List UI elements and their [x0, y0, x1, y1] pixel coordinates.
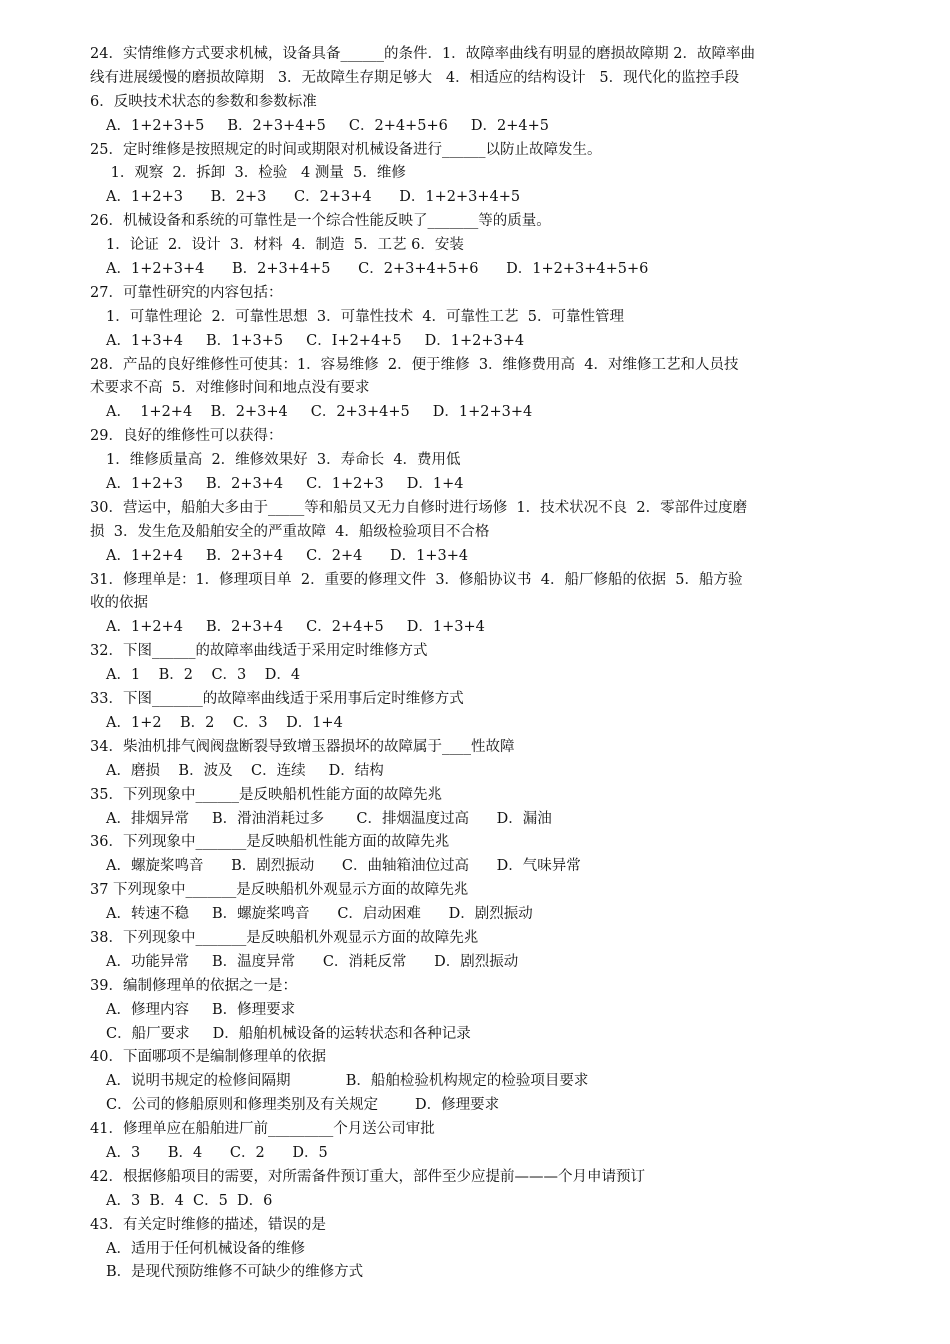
question-text-line: 37 下列现象中_______是反映船机外观显示方面的故障先兆 [90, 882, 469, 899]
question-text-line: 30．营运中，船舶大多由于_____等和船员又无力自修时进行场修 1．技术状况不良 2．零部件过度磨 [90, 499, 748, 516]
answer-options-line: A．3 B．4 C．5 D．6 [106, 1192, 273, 1209]
answer-options-line: A． 1+2+4 B．2+3+4 C．2+3+4+5 D．1+2+3+4 [106, 404, 533, 421]
answer-options-line: A．1+2+4 B．2+3+4 C．2+4+5 D．1+3+4 [106, 619, 485, 636]
question-text-line: 收的依据 [90, 595, 148, 612]
question-text-line: 31．修理单是：1．修理项目单 2．重要的修理文件 3．修船协议书 4．船厂修船的依据 5．船方验 [90, 571, 743, 588]
answer-options-line: A．1+3+4 B．1+3+5 C．I+2+4+5 D．1+2+3+4 [106, 332, 525, 349]
answer-options-line: A．转速不稳 B．螺旋桨鸣音 C．启动困难 D．剧烈振动 [106, 906, 533, 923]
question-text-line: 6．反映技术状态的参数和参数标准 [90, 93, 317, 110]
question-text-line: 损 3．发生危及船舶安全的严重故障 4．船级检验项目不合格 [90, 523, 490, 540]
answer-options-line: A．1+2+3+4 B．2+3+4+5 C．2+3+4+5+6 D．1+2+3+4+5+6 [106, 261, 649, 278]
answer-options-line: B．是现代预防维修不可缺少的维修方式 [106, 1264, 364, 1281]
question-text-line: 38．下列现象中_______是反映船机外观显示方面的故障先兆 [90, 929, 479, 946]
question-text-line: 术要求不高 5．对维修时间和地点没有要求 [90, 380, 370, 397]
question-text-line: 43．有关定时维修的描述，错误的是 [90, 1216, 326, 1233]
answer-options-line: A．1+2+3+5 B．2+3+4+5 C．2+4+5+6 D．2+4+5 [106, 117, 550, 134]
answer-options-line: A．螺旋桨鸣音 B．剧烈振动 C．曲轴箱油位过高 D．气味异常 [106, 858, 581, 875]
question-text-line: 32．下图______的故障率曲线适于采用定时维修方式 [90, 643, 428, 660]
choice-items-line: 1．可靠性理论 2．可靠性思想 3．可靠性技术 4．可靠性工艺 5．可靠性管理 [106, 308, 624, 325]
answer-options-line: A．3 B．4 C．2 D．5 [106, 1144, 328, 1161]
question-text-line: 29．良好的维修性可以获得： [90, 428, 283, 445]
question-text-line: 26．机械设备和系统的可靠性是一个综合性能反映了_______等的质量。 [90, 213, 551, 230]
question-text-line: 42．根据修船项目的需要，对所需备件预订重大，部件至少应提前———个月申请预订 [90, 1168, 645, 1185]
answer-options-line: A．适用于任何机械设备的维修 [106, 1240, 305, 1257]
question-text-line: 39．编制修理单的依据之一是： [90, 977, 297, 994]
question-text-line: 33．下图_______的故障率曲线适于采用事后定时维修方式 [90, 691, 464, 708]
question-text-line: 36．下列现象中_______是反映船机性能方面的故障先兆 [90, 834, 450, 851]
answer-options-line: A．1+2+3 B．2+3 C．2+3+4 D．1+2+3+4+5 [106, 189, 521, 206]
question-text-line: 40．下面哪项不是编制修理单的依据 [90, 1049, 326, 1066]
question-text-line: 24．实情维修方式要求机械，设备具备______的条件．1．故障率曲线有明显的磨损故障期 2．故障率曲 [90, 46, 756, 62]
answer-options-line: A．修理内容 B．修理要求 [106, 1001, 296, 1018]
answer-options-line: C．公司的修船原则和修理类别及有关规定 D．修理要求 [106, 1097, 500, 1114]
question-text-line: 35．下列现象中______是反映船机性能方面的故障先兆 [90, 786, 442, 803]
answer-options-line: C．船厂要求 D．船舶机械设备的运转状态和各种记录 [106, 1025, 471, 1042]
answer-options-line: A．1 B．2 C．3 D．4 [106, 667, 301, 684]
answer-options-line: A．磨损 B．波及 C．连续 D．结构 [106, 762, 384, 779]
question-text-line: 线有进展缓慢的磨损故障期 3．无故障生存期足够大 4．相适应的结构设计 5．现代化的监控手段 [90, 69, 740, 86]
question-text-line: 41．修理单应在船舶进厂前_________个月送公司审批 [90, 1121, 435, 1138]
choice-items-line: 1．维修质量高 2．维修效果好 3．寿命长 4．费用低 [106, 452, 461, 469]
question-text-line: 28．产品的良好维修性可使其：1．容易维修 2．便于维修 3．维修费用高 4．对维修工艺和人员技 [90, 356, 739, 373]
answer-options-line: A．功能异常 B．温度异常 C．消耗反常 D．剧烈振动 [106, 953, 519, 970]
answer-options-line: A．排烟异常 B．滑油消耗过多 C．排烟温度过高 D．漏油 [106, 810, 552, 827]
answer-options-line: A．说明书规定的检修间隔期 B．船舶检验机构规定的检验项目要求 [106, 1073, 589, 1090]
question-text-line: 34．柴油机排气阀阀盘断裂导致增玉器损坏的故障属于____性故障 [90, 738, 515, 755]
answer-options-line: A．1+2 B．2 C．3 D．1+4 [106, 714, 343, 731]
choice-items-line: 1．论证 2．设计 3．材料 4．制造 5．工艺 6．安装 [106, 237, 464, 254]
choice-items-line: 1．观察 2．拆卸 3．检验 4 测量 5．维修 [106, 165, 406, 182]
answer-options-line: A．1+2+4 B．2+3+4 C．2+4 D．1+3+4 [106, 547, 469, 564]
document-page [90, 43, 870, 1285]
question-text-line: 25．定时维修是按照规定的时间或期限对机械设备进行______以防止故障发生。 [90, 141, 602, 158]
answer-options-line: A．1+2+3 B．2+3+4 C．1+2+3 D．1+4 [106, 476, 464, 493]
question-text-line: 27．可靠性研究的内容包括： [90, 284, 283, 301]
